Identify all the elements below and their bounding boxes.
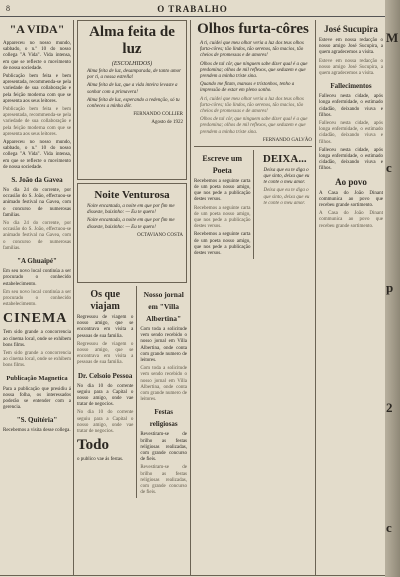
masthead	[0, 0, 385, 17]
inner-rule	[253, 150, 254, 259]
heading-os-que-viajam: Os que viajam	[90, 289, 121, 312]
edge-letter: c	[386, 520, 392, 535]
heading-deixa: DEIXA...	[262, 152, 307, 165]
body-cinema: Tem sido grande a concorrencia ao cinema local, onde se exhibem bons films.	[3, 330, 71, 348]
body-fallecimentos-continued: Falleceu nesta cidade, após longa enfermidade, o estimado cidadão, deixando viuva e filhos.	[319, 121, 383, 145]
poem-box-alma	[77, 20, 187, 180]
column-2	[77, 20, 187, 575]
poem-title-olhos: Olhos furta-côres	[197, 21, 309, 37]
section-rule	[194, 146, 312, 147]
body-os-que-viajam: Regressou de viagem o nosso amigo, que se encontrava em visita a pessoas de sua familia.	[77, 315, 134, 339]
body-ao-povo-continued: A Casa do João Dinant communica ao povo que recebeu grande sortimento.	[319, 211, 383, 229]
news-split	[77, 286, 187, 498]
heading-escreve-poeta: Escreve um Poeta	[202, 153, 243, 175]
olhos-signature: FERNANDO GALVÃO	[262, 137, 312, 143]
body-ao-povo: A Casa do João Dinant communica ao povo que recebeu grande sortimento.	[319, 190, 383, 209]
poem-title-noite: Noite Venturosa	[94, 189, 170, 201]
edge-letter: M	[386, 30, 399, 45]
olhos-verse-1-repeat: A ti, cuidei que meu olhar veria a luz dos teus olhos furta-côres; tão lindos, tão serenos, tão macios, tão cheios de promessas e de amores!	[200, 96, 304, 115]
poem-signature-2: OCTAVIANO COSTA	[137, 232, 183, 238]
body-festas-continued: Revestiram-se de brilho as festas religiosas realizadas, com grande concurso de fieis.	[140, 465, 187, 496]
edge-letter: c	[386, 160, 392, 175]
poem-verse-1: Alma feita de luz, desamparada, de tanto amor por ti, a nossa estrella!	[87, 69, 182, 81]
poem-signature: FERNANDO COLLIER	[133, 112, 183, 118]
lower-left	[194, 150, 250, 259]
olhos-verse-2: Olhos de tal côr, que ninguem sabe dizer qual é a que predomina; olhos de mil reflexos, que seduzem e que prendem a minha triste sina.	[200, 61, 308, 80]
body-fallecimentos-continued-2: Falleceu nesta cidade, após longa enfermidade, o estimado cidadão, deixando viuva e filhos.	[319, 147, 383, 172]
heading-sao-joao: S. João da Gavea	[11, 176, 63, 185]
body-jose-sucupira: Esteve em nossa redacção o nosso amigo José Sucupira, a quem agradecemos a visita.	[319, 38, 383, 56]
heading-ao-povo: Ao povo	[335, 176, 367, 187]
poem-verse-4-continued: Noite encantada, a noite em que por fim me disseste, baixinho: — Eu te quero!	[87, 218, 175, 230]
poem-title-alma: Alma feita de luz	[89, 24, 175, 57]
body-publicacao: Para a publicação que presidiu á nossa folha, os interessados poderão se entender com a gerencia.	[3, 386, 71, 411]
article-body-continued: Publicação bem feita e bem apresentada, recommenda-se pela variedade de sua collaboração e pela feição moderna com que se apresenta aos seus leitores.	[3, 107, 71, 137]
column-5	[319, 20, 383, 575]
news-right	[140, 286, 187, 498]
poem-date: Agosto de 1922	[151, 120, 183, 126]
adjacent-page-edge	[385, 0, 400, 577]
heading-festas: Festas religiosas	[149, 408, 178, 429]
body-sao-joao: No dia 24 do corrente, por occasião do S. João, effectuou-se animado festival na Gavea, com o concurso de numerosas familias.	[3, 188, 71, 218]
heading-publicacao: Publicação Magnetica	[6, 374, 68, 382]
heading-santa-quiteria: "S. Quitéria"	[16, 416, 58, 425]
body-villa-albertina-continued: Com toda a solicitude vem sendo recebido o nosso jornal em Villa Albertina, onde conta com grande numero de leitores.	[140, 366, 187, 403]
heading-jose-sucupira: José Sucupira	[324, 24, 378, 34]
news-left	[77, 286, 133, 498]
column-rule	[315, 20, 316, 575]
heading-fallecimentos: Fallecimentos	[330, 82, 372, 91]
body-dr-celsoio: No dia 10 do corrente seguiu para a Capital o nosso amigo, onde vae tratar de negocios.	[77, 383, 134, 408]
column-1	[3, 20, 71, 575]
heading-ghuaipe: "A Ghuaipé"	[17, 257, 57, 266]
body-cinema-continued: Tem sido grande a concorrencia ao cinema local, onde se exhibem bons films.	[3, 350, 71, 369]
article-intro: Appareceu no nosso mundo, sabbado, o n.º 10 do nosso collega "A Vida". Vida intensa, em que se reflecte o movimento de nossa sociedade.	[3, 41, 71, 71]
body-fallecimentos: Falleceu nesta cidade, após longa enfermidade, o estimado cidadão, deixando viuva e filhos.	[319, 94, 383, 118]
poem-verse-4: Noite encantada, a noite em que por fim me disseste, baixinho: — Eu te quero!	[87, 204, 175, 216]
column-rule	[190, 20, 191, 575]
olhos-verse-2-repeat: Olhos de tal côr, que ninguem sabe dizer qual é a que predomina; olhos de mil reflexos, que seduzem e que prendem a minha triste sina.	[200, 117, 308, 135]
poem-box-noite	[77, 183, 187, 283]
edge-letter: 2	[386, 400, 393, 415]
body-os-que-viajam-continued: Regressou de viagem o nosso amigo, que se encontrava em visita a pessoas de sua familia.	[77, 341, 134, 366]
cinema-title: CINEMA	[3, 311, 68, 327]
body-dr-celsoio-continued: No dia 10 do corrente seguiu para a Capital o nosso amigo, onde vae tratar de negocios.	[77, 410, 134, 435]
body-todo: o publico vae ás festas.	[77, 457, 124, 463]
heading-dr-celsoio: Dr. Celsoio Pessoa	[77, 371, 133, 380]
edge-letter: p	[386, 280, 394, 295]
poem-verse-2: Alma feita de luz, que a vida inteira levaste a sonhar com a primavera!	[87, 83, 178, 95]
inner-rule	[136, 286, 137, 498]
article-body-continued-2: Appareceu no nosso mundo, sabbado, o n.º 10 do nosso collega "A Vida". Vida intensa, em que se reflecte o movimento de nossa sociedade.	[3, 140, 71, 170]
body-ghuaipe: Em seu novo local continúa a ser procurado o conhecido estabelecimento.	[3, 269, 71, 287]
body-ghuaipe-continued: Em seu novo local continúa a ser procurado o conhecido estabelecimento.	[3, 289, 71, 308]
column-3	[194, 20, 312, 575]
body-deixa-continued: Deixa que eu te diga o que sinto, deixa que eu te conte o meu amor.	[263, 188, 310, 206]
body-escreve-poeta-continued: Recebemos a seguinte carta de um poeta nosso amigo, que nos pede a publicação destes versos.	[194, 205, 251, 230]
lower-split	[194, 150, 312, 259]
body-escreve-poeta-continued-2: Recebemos a seguinte carta de um poeta nosso amigo, que nos pede a publicação destes versos.	[194, 232, 251, 257]
column-rule	[73, 20, 74, 575]
body-deixa: Deixa que eu te diga o que sinto, deixa que eu te conte o meu amor.	[263, 167, 310, 186]
article-title-a-vida: "A VIDA"	[9, 22, 65, 36]
bottom-rule	[0, 575, 385, 576]
body-festas: Revestiram-se de brilho as festas religiosas realizadas, com grande concurso de fieis.	[140, 432, 187, 463]
body-escreve-poeta: Recebemos a seguinte carta de um poeta nosso amigo, que nos pede a publicação destes versos.	[194, 178, 251, 203]
olhos-verse-3: Quando me fitam, mansos e tristonhos, tenho a impressão de estar em pleno sonho.	[200, 82, 295, 94]
body-jose-sucupira-continued: Esteve em nossa redacção o nosso amigo José Sucupira, a quem agradecemos a visita.	[319, 58, 383, 77]
heading-villa-albertina: Nosso jornal em "Villa Albertina"	[143, 290, 184, 323]
heading-todo: Todo	[77, 437, 109, 454]
olhos-verse-1: A ti, cuidei que meu olhar veria a luz dos teus olhos furta-côres; tão lindos, tão serenos, tão macios, tão cheios de promessas e de amores!	[200, 41, 304, 59]
masthead-title: O TRABALHO	[157, 4, 228, 14]
body-santa-quiteria: Recebemos a visita desse collega.	[3, 428, 71, 434]
poem-verse-3: Alma feita de luz, esperando a redenção, só tu conheces a minha dôr.	[87, 97, 180, 110]
article-body: Publicação bem feita e bem apresentada, recommenda-se pela variedade de sua collaboração e pela feição moderna com que se apresenta aos seus leitores.	[3, 74, 71, 104]
body-sao-joao-continued: No dia 24 do corrente, por occasião do S. João, effectuou-se animado festival na Gavea, com o concurso de numerosas familias.	[3, 221, 71, 251]
page-number: 8	[6, 4, 11, 13]
poem-subtitle: (ESCOLHIDOS)	[111, 61, 153, 67]
body-villa-albertina: Com toda a solicitude vem sendo recebido o nosso jornal em Villa Albertina, onde conta com grande numero de leitores.	[140, 327, 187, 364]
lower-right	[257, 150, 312, 259]
